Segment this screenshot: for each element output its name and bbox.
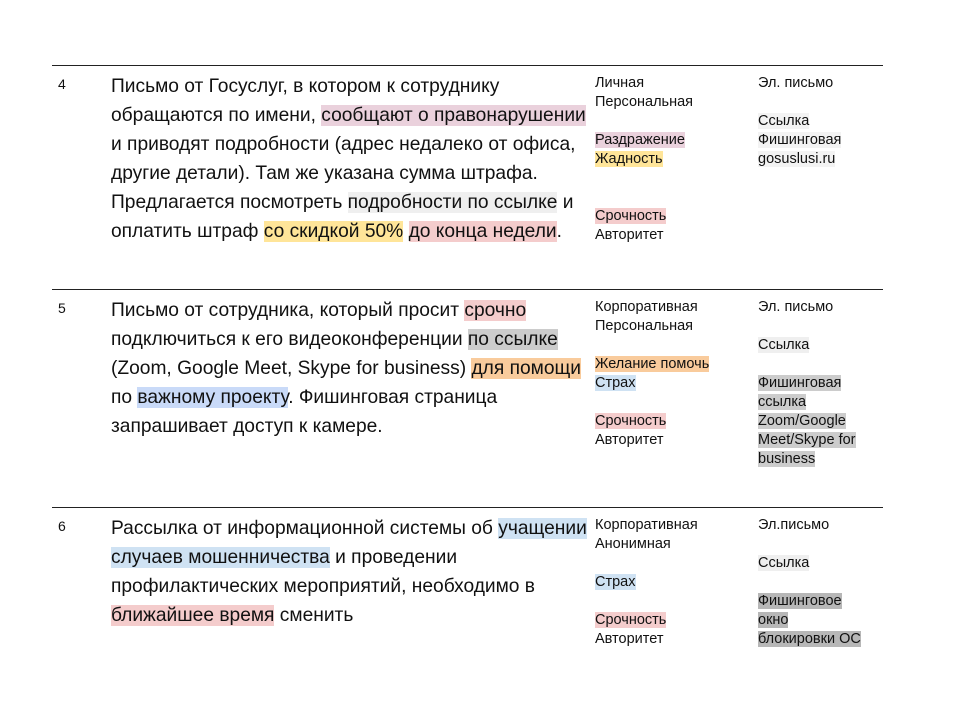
- desc-highlight: учащении случаев мошенничества: [111, 518, 587, 568]
- table-rule-row6: [52, 507, 883, 508]
- table-rule-top: [52, 65, 883, 66]
- desc-highlight: срочно: [464, 300, 527, 321]
- desc-text: Письмо от Госуслуг, в котором к сотруднику обращаются по имени,: [111, 76, 500, 126]
- cell-line: Персональная: [595, 94, 694, 110]
- cell-line: Эл.письмо: [758, 517, 830, 533]
- desc-highlight: по ссылке: [467, 329, 558, 350]
- cell-line: Корпоративная: [595, 517, 698, 533]
- cell-line: Авторитет: [595, 432, 664, 448]
- row-description: [111, 72, 591, 246]
- cell-highlight: Срочность: [595, 208, 667, 224]
- cell-line: Авторитет: [595, 631, 664, 647]
- row-description: [111, 514, 591, 630]
- cell-line: Персональная: [595, 318, 694, 334]
- desc-text: и приводят подробности (адрес недалеко от офиса, другие детали). Там же указана сумма штрафа. Предлагается посмотреть: [111, 134, 576, 213]
- cell-highlight: Ссылка: [758, 337, 810, 353]
- row-number: 5: [58, 300, 66, 316]
- desc-text: [403, 221, 408, 242]
- row-number: 6: [58, 518, 66, 534]
- cell-highlight: окно: [758, 612, 789, 628]
- cell-highlight: блокировки ОС: [758, 631, 861, 647]
- cell-highlight: Zoom/Google: [758, 413, 846, 429]
- desc-text: .: [556, 221, 562, 242]
- desc-highlight: до конца недели: [408, 221, 557, 242]
- row-description: [111, 296, 591, 441]
- row-channel-column: [758, 298, 878, 469]
- cell-highlight: Срочность: [595, 413, 667, 429]
- cell-highlight: Жадность: [595, 151, 663, 167]
- cell-highlight: Страх: [595, 574, 636, 590]
- desc-highlight: подробности по ссылке: [347, 192, 558, 213]
- cell-highlight: Срочность: [595, 612, 667, 628]
- row-type-column: [595, 298, 745, 450]
- desc-text: (Zoom, Google Meet, Skype for business): [111, 358, 472, 379]
- cell-line: Корпоративная: [595, 299, 698, 315]
- cell-highlight: Ссылка: [758, 555, 810, 571]
- cell-highlight: Раздражение: [595, 132, 685, 148]
- desc-text: Письмо от сотрудника, который просит: [111, 300, 465, 321]
- desc-highlight: сообщают о правонарушении: [321, 105, 586, 126]
- cell-highlight: ссылка: [758, 394, 807, 410]
- cell-highlight: Желание помочь: [595, 356, 710, 372]
- cell-highlight: Страх: [595, 375, 636, 391]
- cell-line: Эл. письмо: [758, 299, 834, 315]
- cell-line: Анонимная: [595, 536, 671, 552]
- desc-text: Рассылка от информационной системы об: [111, 518, 499, 539]
- cell-highlight: business: [758, 451, 816, 467]
- row-number: 4: [58, 76, 66, 92]
- cell-line: Личная: [595, 75, 645, 91]
- desc-text: подключиться к его видеоконференции: [111, 329, 468, 350]
- cell-highlight: Meet/Skype for: [758, 432, 856, 448]
- desc-highlight: ближайшее время: [111, 605, 275, 626]
- cell-line: Эл. письмо: [758, 75, 834, 91]
- desc-text: и проведении профилактических мероприятий, необходимо в: [111, 547, 535, 597]
- cell-highlight: Фишинговое: [758, 593, 842, 609]
- desc-text: сменить: [274, 605, 354, 626]
- table-rule-row5: [52, 289, 883, 290]
- row-type-column: [595, 74, 745, 245]
- desc-highlight: со скидкой 50%: [263, 221, 404, 242]
- row-channel-column: [758, 516, 878, 649]
- desc-text: по: [111, 387, 138, 408]
- row-channel-column: [758, 74, 878, 169]
- desc-highlight: для помощи: [471, 358, 581, 379]
- cell-line: Авторитет: [595, 227, 664, 243]
- desc-highlight: важному проекту: [137, 387, 289, 408]
- row-type-column: [595, 516, 745, 649]
- cell-highlight: gosuslusi.ru: [758, 151, 836, 167]
- desc-text: и оплатить штраф: [111, 192, 574, 242]
- desc-text: . Фишинговая страница запрашивает доступ к камере.: [111, 387, 498, 437]
- cell-highlight: Фишинговая: [758, 375, 842, 391]
- cell-highlight: Фишинговая: [758, 132, 842, 148]
- cell-highlight: Ссылка: [758, 113, 810, 129]
